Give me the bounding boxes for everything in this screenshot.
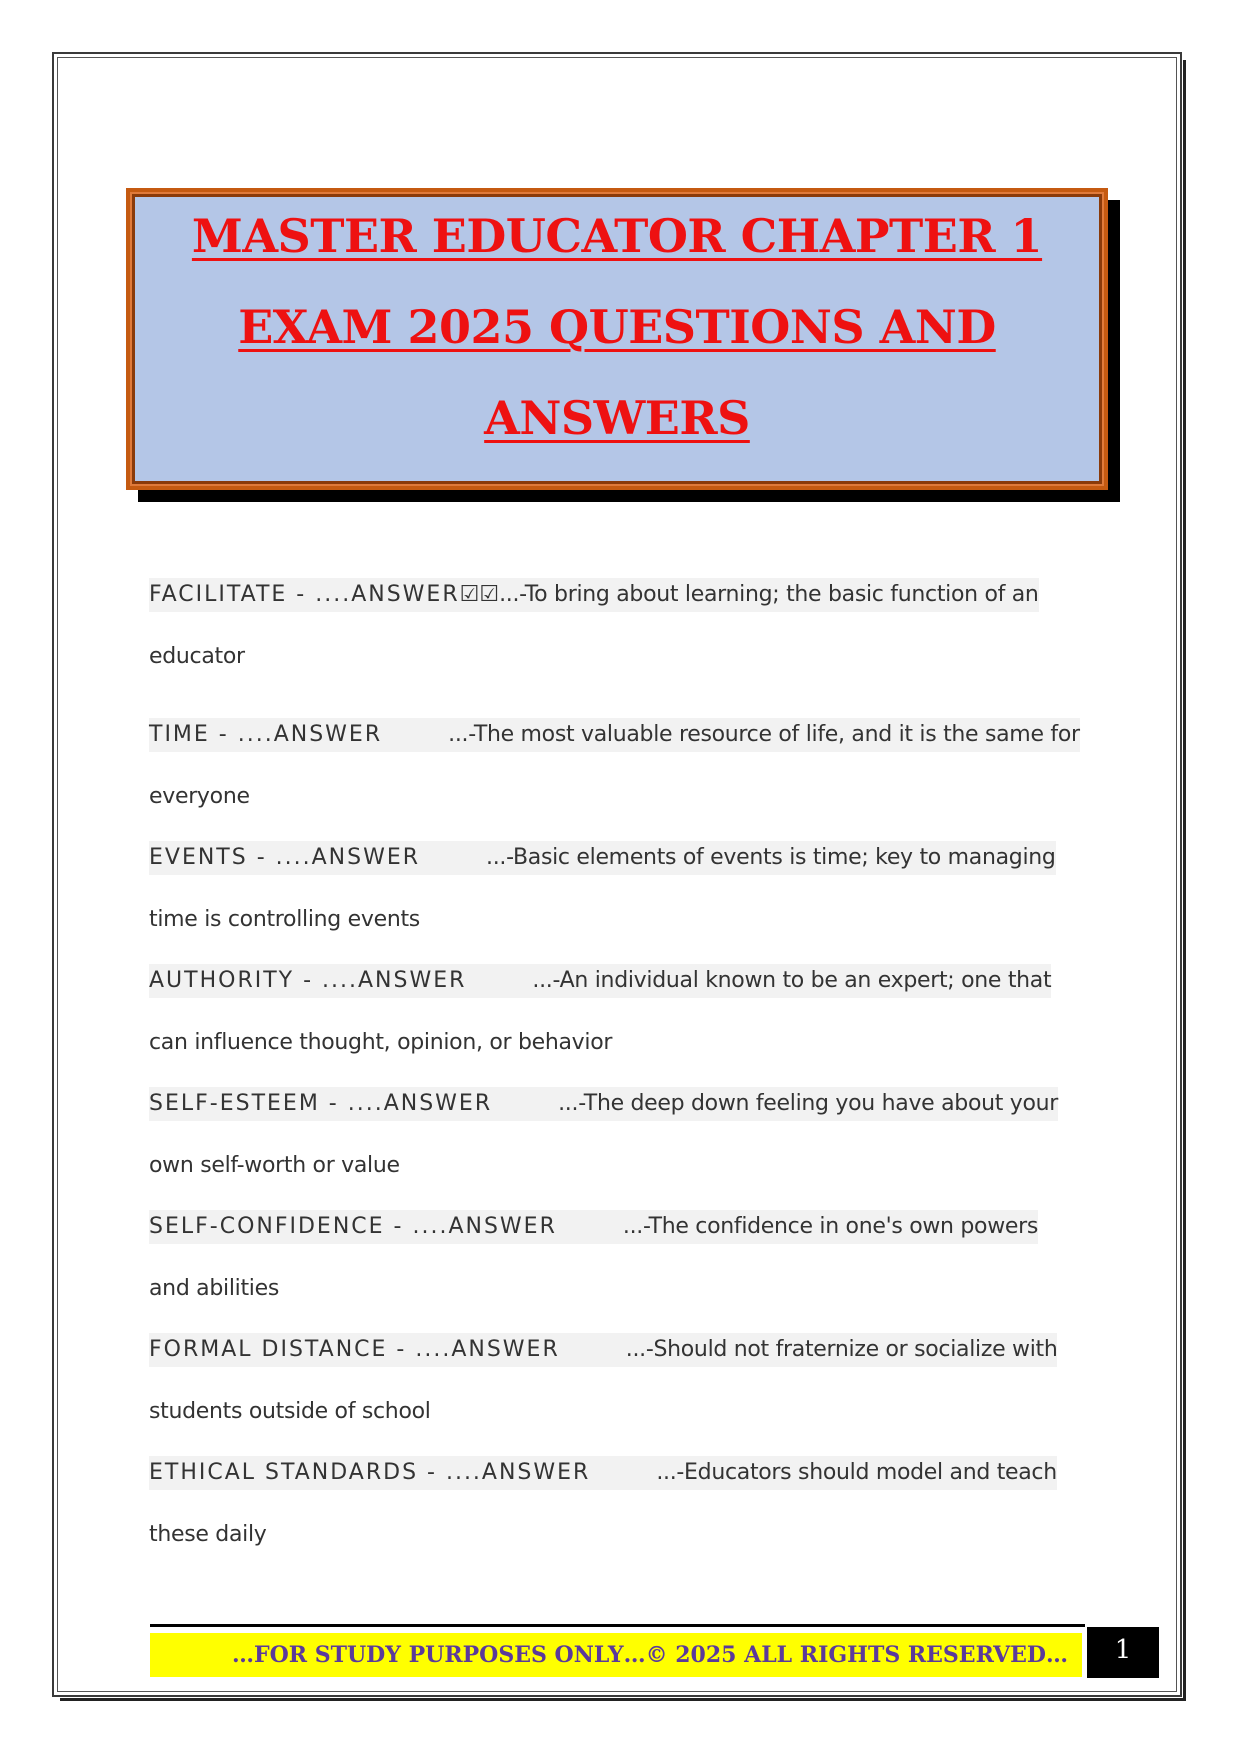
footer-rule bbox=[150, 1624, 1085, 1627]
qa-first-line bbox=[149, 1456, 1057, 1490]
page-number: 1 bbox=[1087, 1627, 1159, 1678]
qa-answer: ...-Basic elements of events is time; key to managing bbox=[486, 845, 1056, 870]
qa-first-line bbox=[149, 1087, 1058, 1121]
qa-term: AUTHORITY - ....ANSWER bbox=[149, 968, 467, 993]
qa-term: SELF-CONFIDENCE - ....ANSWER bbox=[149, 1214, 557, 1239]
qa-answer: ...-The most valuable resource of life, and it is the same for bbox=[448, 722, 1080, 747]
qa-answer-continued: these daily bbox=[149, 1522, 267, 1547]
qa-term: FACILITATE - ....ANSWER bbox=[149, 582, 460, 607]
qa-first-line bbox=[149, 718, 1080, 752]
title-line-3: ANSWERS bbox=[484, 391, 750, 445]
title-line-1: MASTER EDUCATOR CHAPTER 1 bbox=[191, 209, 1043, 263]
qa-term: EVENTS - ....ANSWER bbox=[149, 845, 421, 870]
qa-first-line bbox=[149, 841, 1056, 875]
check-marker: ☑☑ bbox=[459, 582, 500, 607]
qa-answer: ...-Should not fraternize or socialize with bbox=[625, 1337, 1058, 1362]
qa-answer-continued: can influence thought, opinion, or behavior bbox=[149, 1030, 613, 1055]
qa-first-line bbox=[149, 1210, 1038, 1244]
qa-answer-continued: educator bbox=[149, 644, 245, 669]
qa-answer: ...-The deep down feeling you have about your bbox=[558, 1091, 1059, 1116]
qa-first-line bbox=[149, 578, 1039, 612]
qa-term: ETHICAL STANDARDS - ....ANSWER bbox=[149, 1460, 591, 1485]
qa-answer: ...-The confidence in one's own powers bbox=[622, 1214, 1039, 1239]
qa-first-line bbox=[149, 964, 1051, 998]
qa-term: FORMAL DISTANCE - ....ANSWER bbox=[149, 1337, 560, 1362]
qa-answer-continued: and abilities bbox=[149, 1276, 280, 1301]
qa-answer-continued: everyone bbox=[149, 784, 250, 809]
title-box bbox=[126, 188, 1108, 490]
qa-answer-continued: time is controlling events bbox=[149, 907, 420, 932]
qa-answer: ...-To bring about learning; the basic function of an bbox=[499, 582, 1039, 607]
qa-answer: ...-An individual known to be an expert; one that bbox=[532, 968, 1052, 993]
qa-term: TIME - ....ANSWER bbox=[149, 722, 383, 747]
title-line-2: EXAM 2025 QUESTIONS AND bbox=[238, 300, 996, 354]
qa-first-line bbox=[149, 1333, 1057, 1367]
qa-term: SELF-ESTEEM - ....ANSWER bbox=[149, 1091, 493, 1116]
qa-answer-continued: students outside of school bbox=[149, 1399, 431, 1424]
qa-answer: ...-Educators should model and teach bbox=[656, 1460, 1057, 1485]
qa-answer-continued: own self-worth or value bbox=[149, 1153, 400, 1178]
footer-notice: …FOR STUDY PURPOSES ONLY…© 2025 ALL RIGHTS RESERVED… bbox=[150, 1633, 1082, 1677]
